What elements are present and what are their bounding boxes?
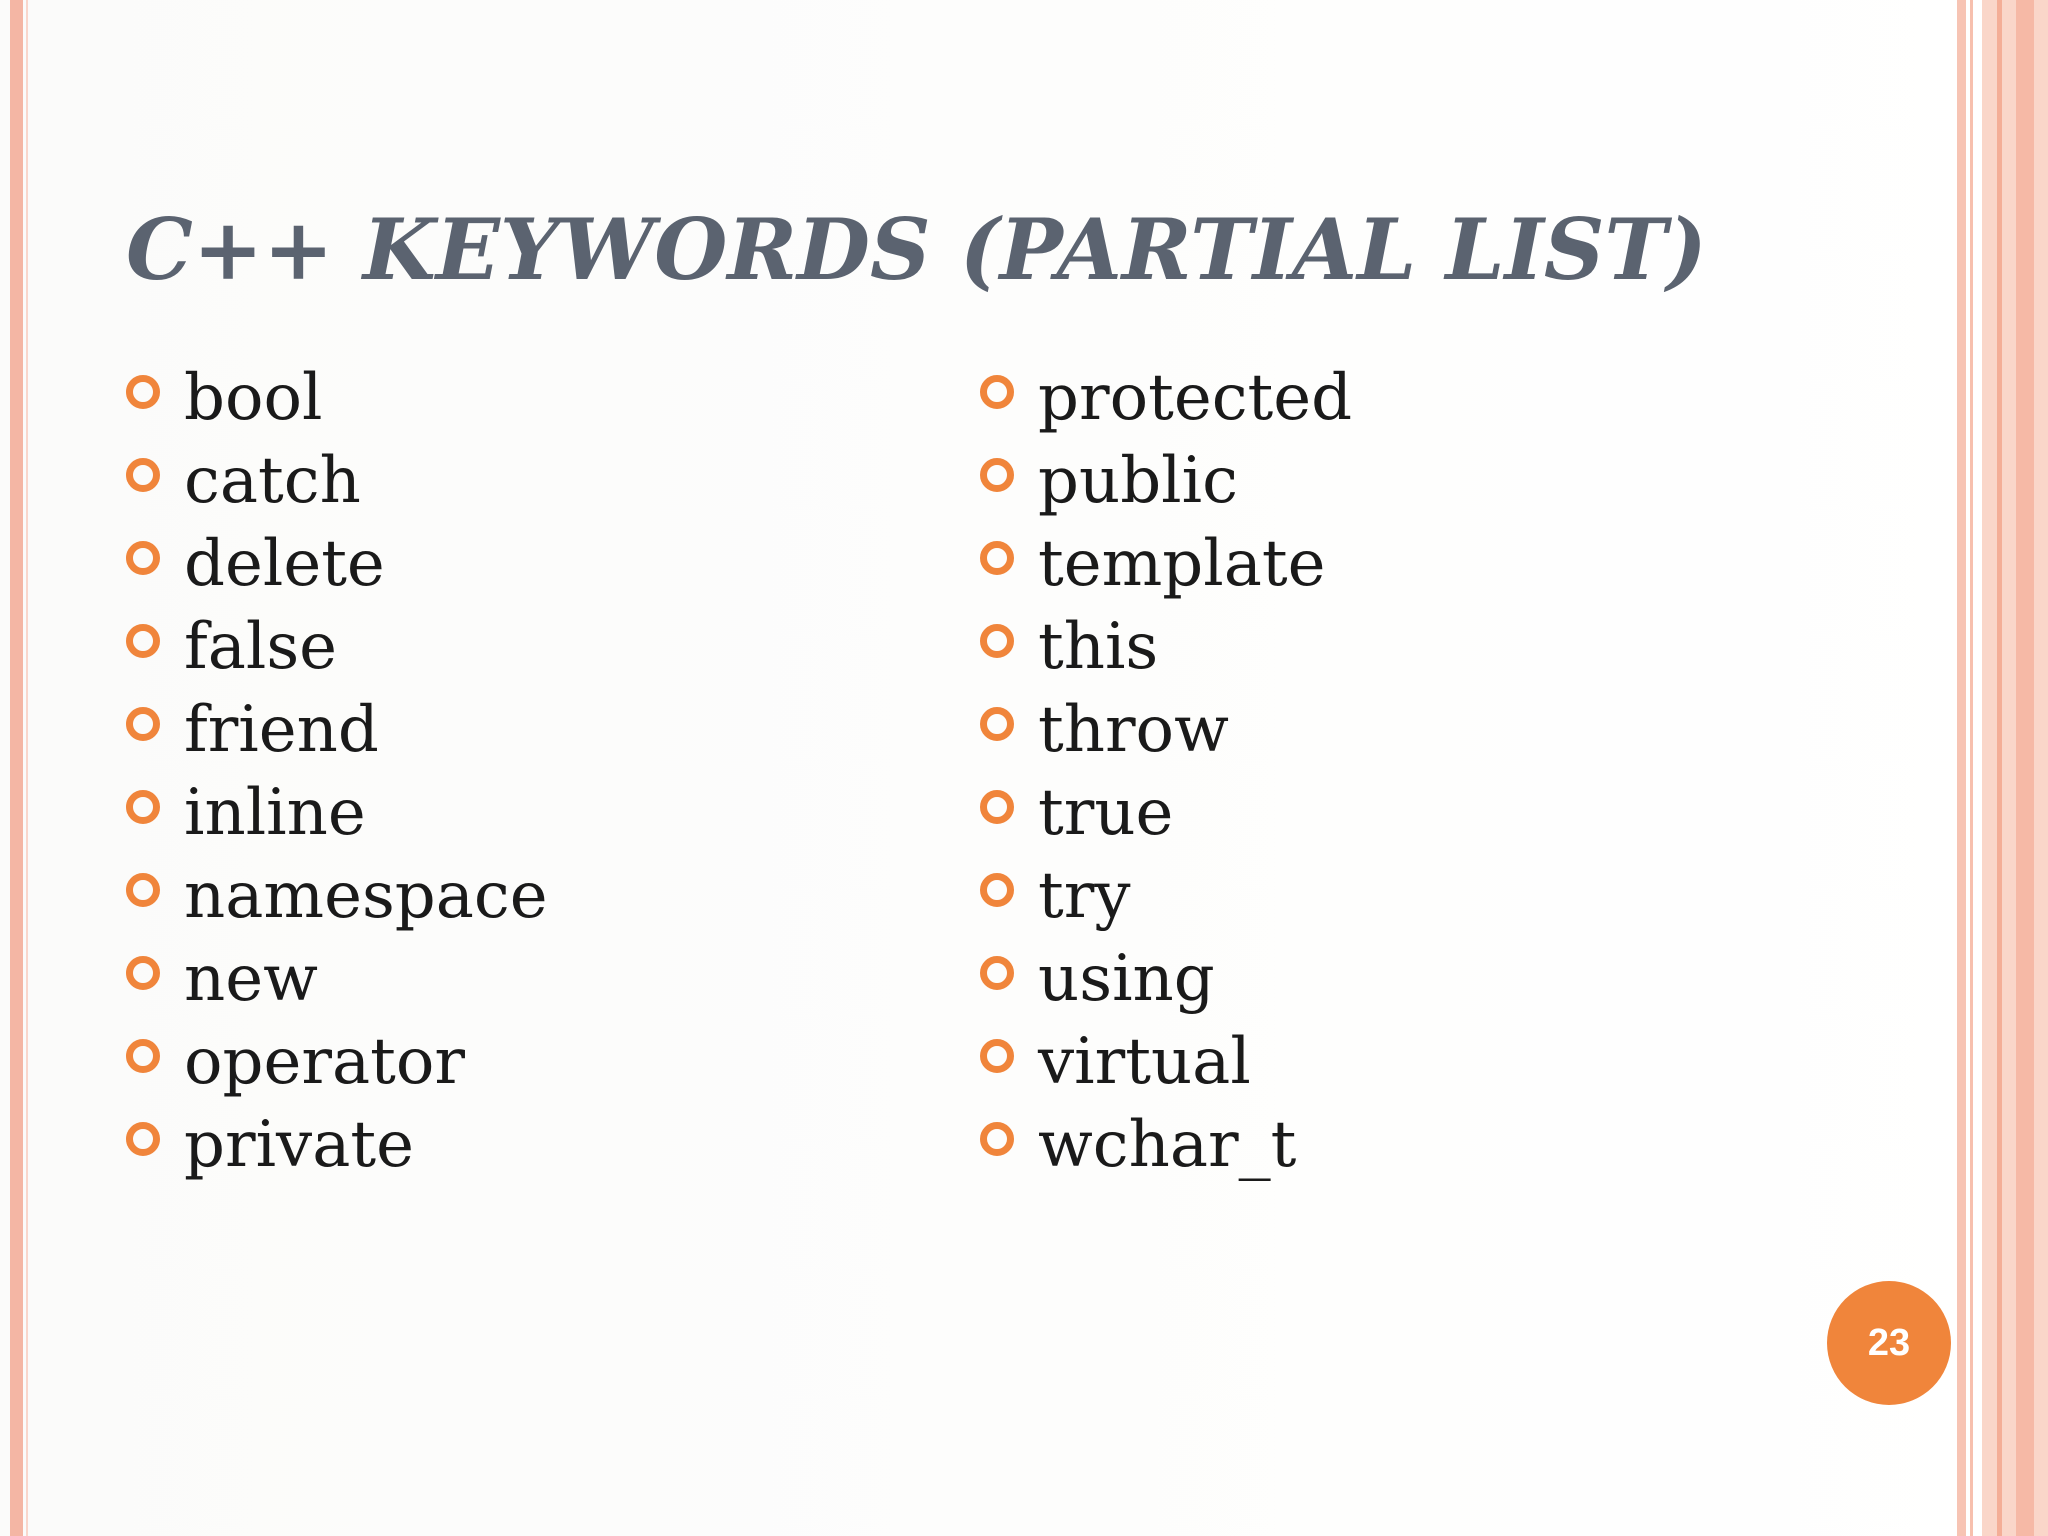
ring-bullet-icon: [126, 873, 160, 907]
ring-bullet-icon: [980, 1039, 1014, 1073]
ring-bullet-icon: [126, 956, 160, 990]
keyword-label: protected: [1038, 361, 1353, 435]
ring-bullet-icon: [126, 375, 160, 409]
left-border-thin-stripe: [26, 0, 28, 1536]
ring-bullet-icon: [126, 458, 160, 492]
ring-bullet-icon: [980, 458, 1014, 492]
ring-bullet-icon: [126, 790, 160, 824]
ring-bullet-icon: [980, 790, 1014, 824]
ring-bullet-icon: [980, 375, 1014, 409]
right-border-stripe: [1970, 0, 1973, 1536]
ring-bullet-icon: [980, 541, 1014, 575]
keyword-label: operator: [184, 1025, 465, 1099]
keyword-label: throw: [1038, 693, 1229, 767]
right-border-band: [1982, 0, 2048, 1536]
ring-bullet-icon: [126, 707, 160, 741]
left-border-stripe: [10, 0, 23, 1536]
keyword-label: inline: [184, 776, 366, 850]
keyword-label: virtual: [1038, 1025, 1251, 1099]
ring-bullet-icon: [126, 541, 160, 575]
keyword-label: wchar_t: [1038, 1108, 1297, 1182]
keyword-label: catch: [184, 444, 361, 518]
ring-bullet-icon: [980, 956, 1014, 990]
keyword-label: delete: [184, 527, 385, 601]
right-border-stripe: [1997, 0, 2002, 1536]
keyword-label: friend: [184, 693, 379, 767]
keyword-label: this: [1038, 610, 1159, 684]
keyword-label: public: [1038, 444, 1238, 518]
ring-bullet-icon: [980, 1122, 1014, 1156]
slide-title: C++ KEYWORDS (PARTIAL LIST): [126, 200, 1707, 299]
keyword-label: private: [184, 1108, 414, 1182]
ring-bullet-icon: [126, 624, 160, 658]
ring-bullet-icon: [126, 1039, 160, 1073]
keyword-label: template: [1038, 527, 1326, 601]
keyword-label: namespace: [184, 859, 548, 933]
keyword-label: try: [1038, 859, 1131, 933]
page-number-badge: 23: [1827, 1281, 1951, 1405]
ring-bullet-icon: [980, 707, 1014, 741]
keyword-label: new: [184, 942, 318, 1016]
ring-bullet-icon: [980, 624, 1014, 658]
keyword-label: false: [184, 610, 338, 684]
right-border-stripe: [2016, 0, 2034, 1536]
ring-bullet-icon: [980, 873, 1014, 907]
right-border-stripe: [1957, 0, 1966, 1536]
keyword-label: bool: [184, 361, 323, 435]
ring-bullet-icon: [126, 1122, 160, 1156]
keyword-label: true: [1038, 776, 1174, 850]
keyword-label: using: [1038, 942, 1215, 1016]
